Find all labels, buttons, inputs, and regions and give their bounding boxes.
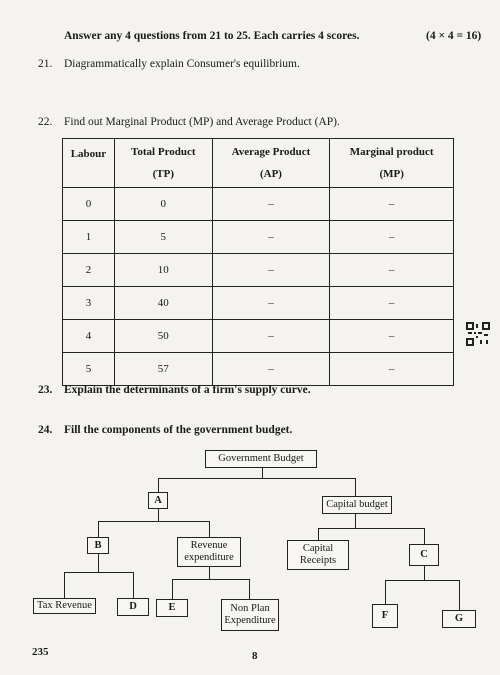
cell-ap: – bbox=[212, 221, 330, 254]
node-capital-receipts: Capital Receipts bbox=[287, 540, 349, 570]
header-labour bbox=[63, 139, 115, 188]
cell-labour: 0 bbox=[63, 188, 115, 221]
section-instruction: Answer any 4 questions from 21 to 25. Each carries 4 scores. bbox=[64, 30, 360, 42]
question-number-22: 22. bbox=[38, 116, 53, 128]
table-row bbox=[63, 254, 454, 287]
section-marks: (4 × 4 = 16) bbox=[426, 30, 482, 42]
header-mp-line2: (MP) bbox=[379, 168, 404, 180]
cell-labour: 1 bbox=[63, 221, 115, 254]
cell-labour: 5 bbox=[63, 353, 115, 386]
cell-ap: – bbox=[212, 353, 330, 386]
cell-labour: 3 bbox=[63, 287, 115, 320]
header-tp-line2: (TP) bbox=[152, 168, 174, 180]
qr-code-icon bbox=[466, 322, 490, 346]
cell-mp: – bbox=[330, 320, 454, 353]
header-marginal-product bbox=[330, 139, 454, 188]
header-tp-line1: Total Product bbox=[131, 146, 196, 158]
cell-mp: – bbox=[330, 287, 454, 320]
question-text-24: Fill the components of the government budget. bbox=[64, 424, 293, 436]
header-mp-line1: Marginal product bbox=[349, 146, 434, 158]
table-row bbox=[63, 320, 454, 353]
table-row bbox=[63, 221, 454, 254]
cell-ap: – bbox=[212, 254, 330, 287]
cell-ap: – bbox=[212, 287, 330, 320]
node-c-blank: C bbox=[409, 544, 439, 566]
cell-tp: 40 bbox=[114, 287, 212, 320]
header-ap-line1: Average Product bbox=[231, 146, 311, 158]
question-number-23: 23. bbox=[38, 384, 53, 396]
production-table bbox=[62, 138, 454, 386]
paper-code: 235 bbox=[32, 646, 49, 658]
table-row bbox=[63, 287, 454, 320]
cell-ap: – bbox=[212, 320, 330, 353]
cell-tp: 10 bbox=[114, 254, 212, 287]
question-number-24: 24. bbox=[38, 424, 53, 436]
question-number-21: 21. bbox=[38, 58, 53, 70]
node-e-blank: E bbox=[156, 599, 188, 617]
table-row bbox=[63, 353, 454, 386]
node-tax-revenue: Tax Revenue bbox=[33, 598, 96, 614]
table-row bbox=[63, 188, 454, 221]
cell-mp: – bbox=[330, 221, 454, 254]
cell-tp: 5 bbox=[114, 221, 212, 254]
header-total-product bbox=[114, 139, 212, 188]
cell-mp: – bbox=[330, 254, 454, 287]
node-b-blank: B bbox=[87, 537, 109, 554]
page-number: 8 bbox=[252, 650, 258, 662]
node-government-budget: Government Budget bbox=[205, 450, 317, 468]
cell-mp: – bbox=[330, 353, 454, 386]
table-header-row bbox=[63, 139, 454, 188]
node-f-blank: F bbox=[372, 604, 398, 628]
node-revenue-expenditure: Revenue expenditure bbox=[177, 537, 241, 567]
question-text-23: Explain the determinants of a firm's supply curve. bbox=[64, 384, 311, 396]
header-average-product bbox=[212, 139, 330, 188]
question-text-22: Find out Marginal Product (MP) and Average Product (AP). bbox=[64, 116, 340, 128]
cell-tp: 0 bbox=[114, 188, 212, 221]
node-capital-budget: Capital budget bbox=[322, 496, 392, 514]
node-g-blank: G bbox=[442, 610, 476, 628]
header-ap-line2: (AP) bbox=[259, 168, 282, 180]
cell-tp: 50 bbox=[114, 320, 212, 353]
cell-tp: 57 bbox=[114, 353, 212, 386]
node-a-blank: A bbox=[148, 492, 168, 509]
question-text-21: Diagrammatically explain Consumer's equilibrium. bbox=[64, 58, 300, 70]
cell-labour: 2 bbox=[63, 254, 115, 287]
node-non-plan-expenditure: Non Plan Expenditure bbox=[221, 599, 279, 631]
cell-labour: 4 bbox=[63, 320, 115, 353]
cell-ap: – bbox=[212, 188, 330, 221]
header-labour-label: Labour bbox=[70, 148, 107, 160]
node-d-blank: D bbox=[117, 598, 149, 616]
cell-mp: – bbox=[330, 188, 454, 221]
